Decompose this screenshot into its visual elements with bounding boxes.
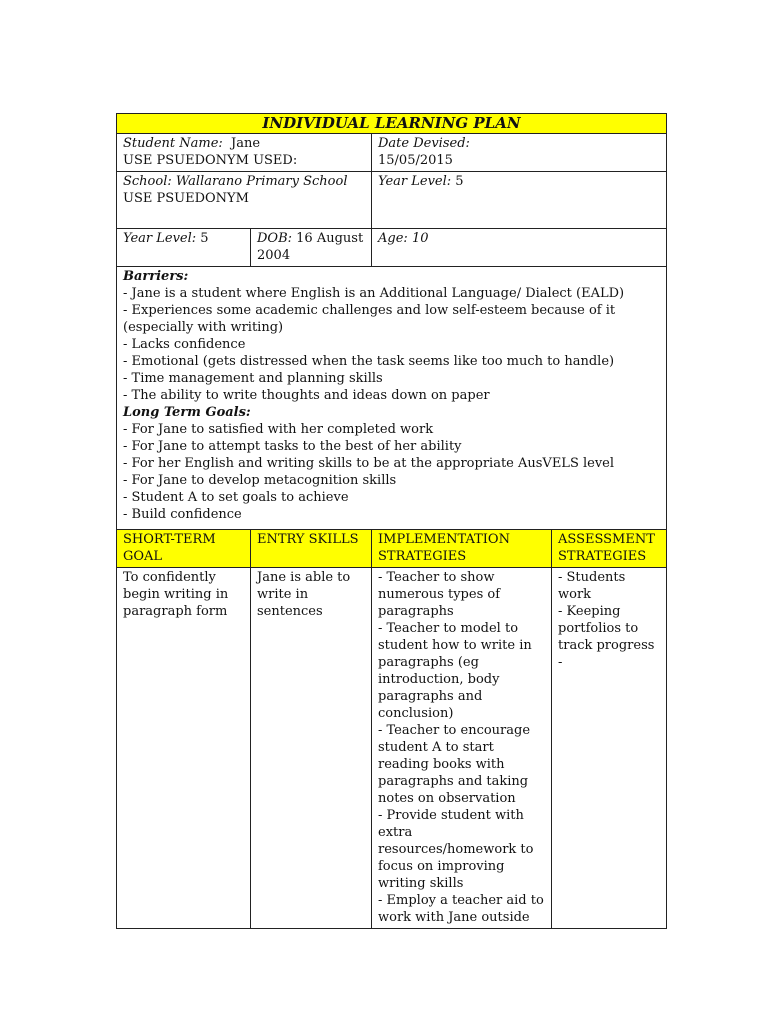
implementation-item: - Employ a teacher aid to work with Jane outside (378, 893, 544, 925)
short-term-goal-cell: To confidently begin writing in paragraph form (117, 568, 251, 929)
school-cell (117, 172, 372, 229)
date-devised-label: Date Devised: (378, 136, 470, 151)
age-label: Age: (378, 231, 408, 246)
goal-item: - For Jane to develop metacognition skills (123, 473, 397, 488)
date-devised-value: 15/05/2015 (378, 153, 453, 168)
barrier-item: - Jane is a student where English is an Additional Language/ Dialect (EALD) (123, 286, 625, 301)
header-entry-skills: ENTRY SKILLS (251, 530, 372, 568)
plan-title: INDIVIDUAL LEARNING PLAN (117, 114, 667, 134)
barrier-item: - Time management and planning skills (123, 371, 383, 386)
school-label: School: (123, 174, 172, 189)
dob-label: DOB: (257, 231, 293, 246)
goal-item: - Build confidence (123, 507, 242, 522)
barrier-item: - Lacks confidence (123, 337, 246, 352)
date-devised-cell (372, 134, 667, 172)
age-value: 10 (411, 231, 429, 246)
year-level-cell-top (372, 172, 667, 229)
school-name: Wallarano Primary School (175, 174, 348, 189)
goal-item: - For Jane to satisfied with her completed work (123, 422, 434, 437)
pseudonym-used-label: USE PSUEDONYM USED: (123, 153, 298, 168)
plan-info-table (116, 113, 667, 530)
implementation-item: - Teacher to model to student how to write in paragraphs (eg introduction, body paragraphs and conclusion) (378, 621, 532, 721)
header-assessment-strategies: ASSESSMENT STRATEGIES (552, 530, 667, 568)
learning-plan-document (116, 113, 666, 929)
barrier-item: - The ability to write thoughts and ideas down on paper (123, 388, 490, 403)
implementation-item: - Teacher to encourage student A to start reading books with paragraphs and taking notes on observation (378, 723, 531, 806)
header-implementation-strategies: IMPLEMENTATION STRATEGIES (372, 530, 552, 568)
student-name-label: Student Name: (123, 136, 223, 151)
year-level-value-top: 5 (455, 174, 464, 189)
dob-value: 16 August 2004 (257, 231, 364, 263)
entry-skills-cell: Jane is able to write in sentences (251, 568, 372, 929)
school-pseudonym: USE PSUEDONYM (123, 191, 249, 206)
barrier-item: - Experiences some academic challenges and low self-esteem because of it (especially with writing) (123, 303, 616, 335)
implementation-item: - Provide student with extra resources/homework to focus on improving writing skills (378, 808, 534, 891)
implementation-item: - Teacher to show numerous types of paragraphs (378, 570, 501, 619)
year-level-cell (117, 229, 251, 267)
header-short-term-goal: SHORT-TERM GOAL (117, 530, 251, 568)
barriers-title: Barriers: (123, 269, 189, 284)
barrier-item: - Emotional (gets distressed when the task seems like too much to handle) (123, 354, 615, 369)
strategy-table (116, 529, 667, 929)
student-name-value: Jane (231, 136, 261, 151)
goal-item: - For her English and writing skills to be at the appropriate AusVELS level (123, 456, 615, 471)
long-term-goals-title: Long Term Goals: (123, 405, 251, 420)
assessment-item: - Keeping portfolios to track progress (558, 604, 655, 653)
year-level-value: 5 (200, 231, 209, 246)
assessment-item: - (558, 655, 563, 670)
year-level-label: Year Level: (123, 231, 197, 246)
goal-item: - For Jane to attempt tasks to the best of her ability (123, 439, 462, 454)
assessment-cell (552, 568, 667, 929)
age-cell (372, 229, 667, 267)
year-level-label-top: Year Level: (378, 174, 452, 189)
goal-item: - Student A to set goals to achieve (123, 490, 349, 505)
student-name-cell (117, 134, 372, 172)
barriers-goals-cell (117, 267, 667, 530)
dob-cell (251, 229, 372, 267)
assessment-item: - Students work (558, 570, 626, 602)
implementation-cell (372, 568, 552, 929)
